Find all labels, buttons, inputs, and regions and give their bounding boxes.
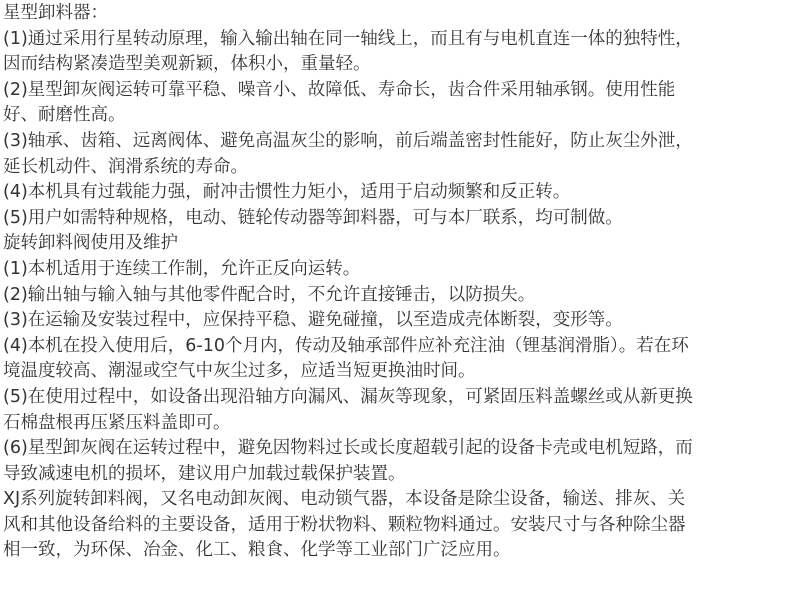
paragraph-line: (5)在使用过程中，如设备出现沿轴方向漏风、漏灰等现象，可紧固压料盖螺丝或从新更换 xyxy=(3,386,693,407)
section-title-maintenance: 旋转卸料阀使用及维护 xyxy=(3,233,178,254)
paragraph-line: XJ系列旋转卸料阀，又名电动卸灰阀、电动锁气器，本设备是除尘设备，输送、排灰、关 xyxy=(3,489,686,510)
section-title-star-discharger: 星型卸料器： xyxy=(3,3,108,23)
paragraph-line: 石棉盘根再压紧压料盖即可。 xyxy=(3,412,231,433)
paragraph-line: (4)本机在投入使用后，6-10个月内，传动及轴承部件应补充注油（锂基润滑脂）。若在环 xyxy=(3,335,689,356)
paragraph-line: 境温度较高、潮湿或空气中灰尘过多，应适当短更换油时间。 xyxy=(3,361,476,382)
paragraph-line: (1)通过采用行星转动原理，输入输出轴在同一轴线上，而且有与电机直连一体的独特性， xyxy=(3,28,693,49)
paragraph-line: 好、耐磨性高。 xyxy=(3,105,126,126)
paragraph-line: 相一致，为环保、冶金、化工、粮食、化学等工业部门广泛应用。 xyxy=(3,540,511,561)
paragraph-line: 因而结构紧凑造型美观新颖，体积小，重量轻。 xyxy=(3,54,371,75)
paragraph-line: (4)本机具有过载能力强，耐冲击惯性力矩小，适用于启动频繁和反正转。 xyxy=(3,182,571,203)
paragraph-line: (2)输出轴与输入轴与其他零件配合时，不允许直接锤击，以防损失。 xyxy=(3,284,536,305)
paragraph-line: (5)用户如需特种规格，电动、链轮传动器等卸料器，可与本厂联系，均可制做。 xyxy=(3,207,623,228)
paragraph-line: (2)星型卸灰阀运转可靠平稳、噪音小、故障低、寿命长，齿合件采用轴承钢。使用性能 xyxy=(3,79,676,100)
paragraph-line: (6)星型卸灰阀在运转过程中，避免因物料过长或长度超载引起的设备卡壳或电机短路，而 xyxy=(3,438,693,459)
paragraph-line: 延长机动件、润滑系统的寿命。 xyxy=(3,156,248,177)
paragraph-line: (3)在运输及安装过程中，应保持平稳、避免碰撞，以至造成壳体断裂，变形等。 xyxy=(3,310,623,331)
paragraph-line: 风和其他设备给料的主要设备，适用于粉状物料、颗粒物料通过。安装尺寸与各种除尘器 xyxy=(3,514,686,535)
paragraph-line: (1)本机适用于连续工作制，允许正反向运转。 xyxy=(3,258,361,279)
paragraph-line: 导致减速电机的损坏，建议用户加载过载保护装置。 xyxy=(3,463,406,484)
paragraph-line: (3)轴承、齿箱、远离阀体、避免高温灰尘的影响，前后端盖密封性能好，防止灰尘外泄， xyxy=(3,130,693,151)
